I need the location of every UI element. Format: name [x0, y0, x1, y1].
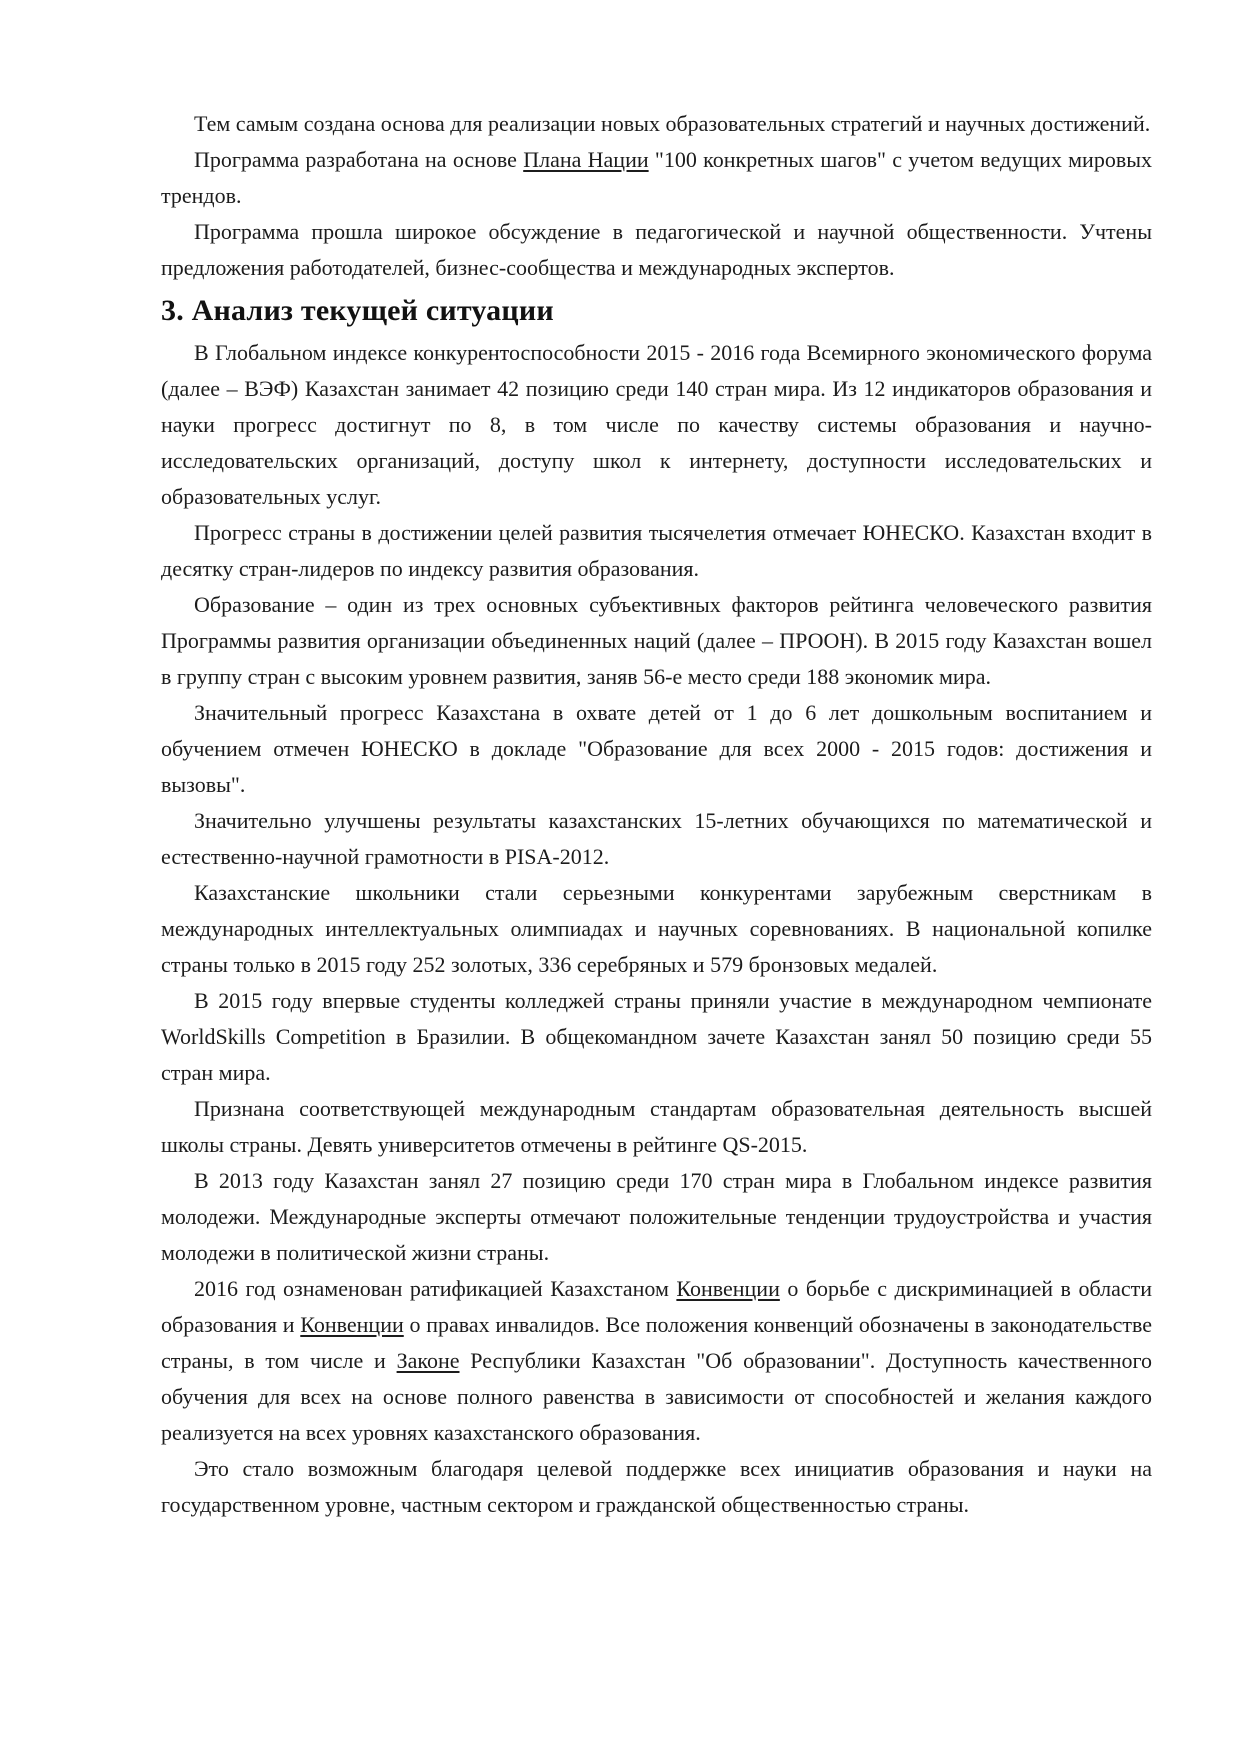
text-run: В 2015 году впервые студенты колледжей страны приняли участие в международном чемпионате WorldSkills Competition в Бразилии. В общекомандном зачете Казахстан занял 50 позицию среди 55 стран мира.: [161, 988, 1152, 1085]
text-run: Тем самым создана основа для реализации новых образовательных стратегий и научных достижений.: [194, 111, 1151, 136]
text-run: 2016 год ознаменован ратификацией Казахстаном: [194, 1276, 677, 1301]
paragraph: [161, 587, 1152, 695]
paragraph: [161, 515, 1152, 587]
paragraph: [161, 695, 1152, 803]
text-run: Казахстанские школьники стали серьезными конкурентами зарубежным сверстникам в международных интеллектуальных олимпиадах и научных соревнованиях. В национальной копилке страны только в 2015 году 252 золотых, 336 серебряных и 579 бронзовых медалей.: [161, 880, 1152, 977]
text-run: Признана соответствующей международным стандартам образовательная деятельность высшей школы страны. Девять университетов отмечены в рейтинге QS-2015.: [161, 1096, 1152, 1157]
document-link[interactable]: Конвенции: [676, 1276, 780, 1301]
paragraph: [161, 803, 1152, 875]
paragraph: [161, 106, 1152, 142]
text-run: Это стало возможным благодаря целевой поддержке всех инициатив образования и науки на государственном уровне, частным сектором и гражданской общественностью страны.: [161, 1456, 1152, 1517]
text-run: "100 конкретных шагов" с учетом ведущих мировых трендов.: [161, 147, 1152, 208]
text-run: Значительный прогресс Казахстана в охвате детей от 1 до 6 лет дошкольным воспитанием и обучением отмечен ЮНЕСКО в докладе "Образование для всех 2000 - 2015 годов: достижения и вызовы".: [161, 700, 1152, 797]
document-link[interactable]: Плана Нации: [523, 147, 649, 172]
text-run: о правах инвалидов. Все положения конвенций обозначены в законодательстве страны, в том числе и: [161, 1312, 1152, 1373]
paragraph: [161, 214, 1152, 286]
paragraph: [161, 983, 1152, 1091]
paragraph: [161, 1451, 1152, 1523]
text-run: 3. Анализ текущей ситуации: [161, 294, 554, 327]
paragraph: [161, 1091, 1152, 1163]
document-content: [161, 106, 1152, 1523]
text-run: В 2013 году Казахстан занял 27 позицию среди 170 стран мира в Глобальном индексе развития молодежи. Международные эксперты отмечают положительные тенденции трудоустройства и участия молодежи в политической жизни страны.: [161, 1168, 1152, 1265]
text-run: В Глобальном индексе конкурентоспособности 2015 - 2016 года Всемирного экономического форума (далее – ВЭФ) Казахстан занимает 42 позицию среди 140 стран мира. Из 12 индикаторов образования и науки прогресс достигнут по 8, в том числе по качеству системы образования и научно-исследовательских организаций, доступу школ к интернету, доступности исследовательских и образовательных услуг.: [161, 340, 1152, 509]
text-run: Республики Казахстан "Об образовании". Доступность качественного обучения для всех на основе полного равенства в зависимости от способностей и желания каждого реализуется на всех уровнях казахстанского образования.: [161, 1348, 1152, 1445]
paragraph: [161, 335, 1152, 515]
paragraph: [161, 1271, 1152, 1451]
paragraph: [161, 875, 1152, 983]
text-run: о борьбе с дискриминацией в области образования и: [161, 1276, 1152, 1337]
document-link[interactable]: Конвенции: [300, 1312, 404, 1337]
text-run: Значительно улучшены результаты казахстанских 15-летних обучающихся по математической и естественно-научной грамотности в PISA-2012.: [161, 808, 1152, 869]
text-run: Прогресс страны в достижении целей развития тысячелетия отмечает ЮНЕСКО. Казахстан входит в десятку стран-лидеров по индексу развития образования.: [161, 520, 1152, 581]
paragraph: [161, 142, 1152, 214]
document-link[interactable]: Законе: [396, 1348, 460, 1373]
text-run: Программа разработана на основе: [194, 147, 524, 172]
text-run: Образование – один из трех основных субъективных факторов рейтинга человеческого развития Программы развития организации объединенных наций (далее – ПРООН). В 2015 году Казахстан вошел в группу стран с высоким уровнем развития, заняв 56-е место среди 188 экономик мира.: [161, 592, 1152, 689]
section-heading: [161, 290, 1152, 332]
paragraph: [161, 1163, 1152, 1271]
text-run: Программа прошла широкое обсуждение в педагогической и научной общественности. Учтены предложения работодателей, бизнес-сообщества и международных экспертов.: [161, 219, 1152, 280]
